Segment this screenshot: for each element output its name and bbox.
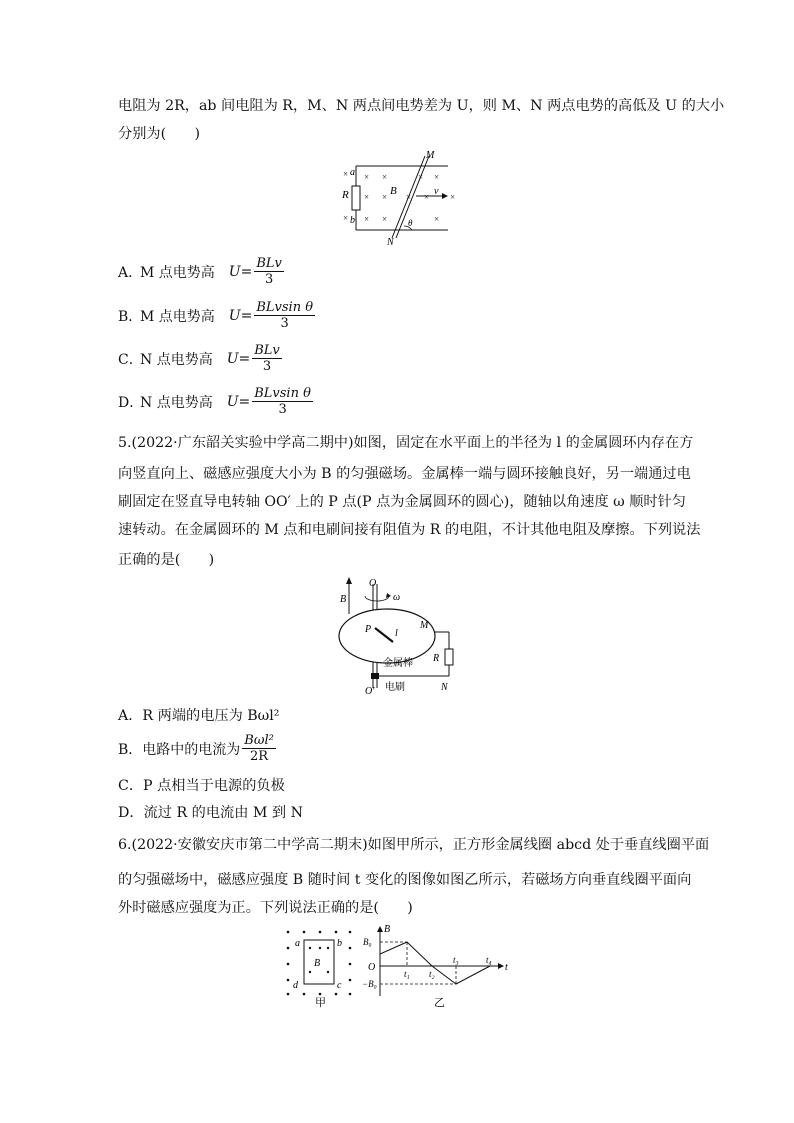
tick-t4: t₄ (486, 955, 492, 965)
caption-yi: 乙 (434, 997, 445, 1009)
label-B: B (390, 185, 397, 197)
caption-jia: 甲 (315, 997, 326, 1009)
label-b: b (337, 938, 342, 949)
q4-option-a[interactable]: A． M 点电势高 U= $\frac{\text{BLv}}{3}$ (118, 256, 282, 287)
q5-rotating-rod-figure (325, 574, 475, 700)
fig-yi-b-t-graph (362, 924, 512, 1012)
svg-text:×: × (343, 169, 349, 179)
q4-option-c[interactable]: C． N 点电势高 U= $\frac{\text{BLv}}{3}$ (118, 343, 280, 374)
formula: $\frac{\text{BLv}}{3}$ (254, 343, 280, 374)
q6-stem-line1: 6.(2022·安徽安庆市第二中学高二期末)如图甲所示，正方形金属线圈 abcd 处于垂直线圈平面 (118, 837, 710, 853)
label-N: N (441, 682, 448, 693)
q4-option-d[interactable]: D． N 点电势高 U= $\frac{\text{BLvsin θ}}{3}$ (118, 386, 311, 417)
q4-option-b[interactable]: B． M 点电势高 U= $\frac{\text{BLvsin θ}}{3}$ (118, 300, 314, 331)
q5-option-d[interactable]: D．流过 R 的电流由 M 到 N (118, 805, 304, 821)
label-b: b (350, 215, 355, 226)
svg-text:×: × (424, 192, 430, 202)
q6-stem-line2: 的匀强磁场中，磁感应强度 B 随时间 t 变化的图像如图乙所示，若磁场方向垂直线圈平面向 (118, 872, 692, 888)
formula: $\frac{\text{BLv}}{3}$ (256, 256, 282, 287)
svg-text:×: × (364, 214, 370, 224)
label-rod: 金属棒 (383, 658, 413, 669)
svg-text:×: × (418, 172, 424, 182)
label-theta: θ (408, 218, 413, 228)
q4-stem-line2: 分别为( ) (118, 126, 201, 142)
label-v: v (434, 186, 439, 197)
tick-B0: B₀ (363, 937, 372, 947)
label-P: P (365, 624, 372, 635)
formula: $\frac{\text{BLvsin θ}}{3}$ (256, 300, 314, 331)
label-M: M (426, 150, 435, 161)
label-a: a (295, 938, 300, 949)
tick-neg-B0: −B₀ (362, 979, 377, 989)
tick-t1: t₁ (404, 969, 410, 979)
label-O: O (369, 578, 377, 589)
label-a: a (350, 167, 355, 178)
svg-text:×: × (382, 214, 388, 224)
label-B: B (314, 958, 321, 969)
q6-stem-line3: 外时磁感应强度为正。下列说法正确的是( ) (118, 900, 413, 916)
label-c: c (337, 980, 342, 991)
svg-text:×: × (364, 192, 370, 202)
label-brush: 电刷 (385, 682, 405, 693)
label-R: R (342, 189, 349, 201)
q5-stem-line4: 速转动。在金属圆环的 M 点和电刷间接有阻值为 R 的电阻，不计其他电阻及摩擦。下列说法 (118, 522, 701, 538)
label-omega: ω (393, 592, 401, 603)
tick-t3: t₃ (453, 955, 459, 965)
fig-jia-coil (280, 924, 358, 1010)
q5-option-a[interactable]: A．R 两端的电压为 Bωl² (118, 708, 280, 724)
label-M: M (420, 620, 429, 631)
q5-stem-line2: 向竖直向上、磁感应强度大小为 B 的匀强磁场。金属棒一端与圆环接触良好，另一端通过电 (118, 466, 691, 482)
label-O-prime: O′ (365, 686, 375, 697)
q5-option-b[interactable]: B．电路中的电流为 $\frac{\text{Bωl²}}{2R}$ (118, 733, 274, 764)
label-B: B (340, 594, 347, 605)
tick-t2: t₂ (429, 969, 435, 979)
origin-O: O (368, 962, 376, 973)
svg-text:×: × (382, 192, 388, 202)
q4-stem-line1: 电阻为 2R，ab 间电阻为 R，M、N 两点间电势差为 U，则 M、N 两点电势的高低及 U 的大小 (118, 98, 725, 114)
svg-text:×: × (382, 172, 388, 182)
label-d: d (293, 980, 298, 991)
q5-option-c[interactable]: C．P 点相当于电源的负极 (118, 778, 285, 794)
q4-circuit-figure (330, 148, 460, 246)
label-l: l (395, 628, 398, 639)
svg-text:×: × (406, 192, 412, 202)
axis-label-t: t (505, 962, 508, 973)
svg-text:×: × (450, 192, 456, 202)
q5-stem-line3: 刷固定在竖直导电转轴 OO′ 上的 P 点(P 点为金属圆环的圆心)，随轴以角速度 ω 顺时针匀 (118, 494, 686, 510)
svg-text:×: × (434, 172, 440, 182)
axis-label-B: B (384, 924, 391, 935)
q5-stem-line5: 正确的是( ) (118, 552, 215, 568)
svg-text:×: × (364, 172, 370, 182)
formula: $\frac{\text{BLvsin θ}}{3}$ (254, 386, 311, 417)
label-R: R (433, 653, 440, 664)
label-N: N (387, 237, 394, 246)
formula: $\frac{\text{Bωl²}}{2R}$ (244, 733, 274, 764)
svg-text:×: × (434, 214, 440, 224)
q5-stem-line1: 5.(2022·广东韶关实验中学高二期中)如图，固定在水平面上的半径为 l 的金属圆环内存在方 (118, 435, 694, 451)
svg-text:×: × (343, 213, 349, 223)
